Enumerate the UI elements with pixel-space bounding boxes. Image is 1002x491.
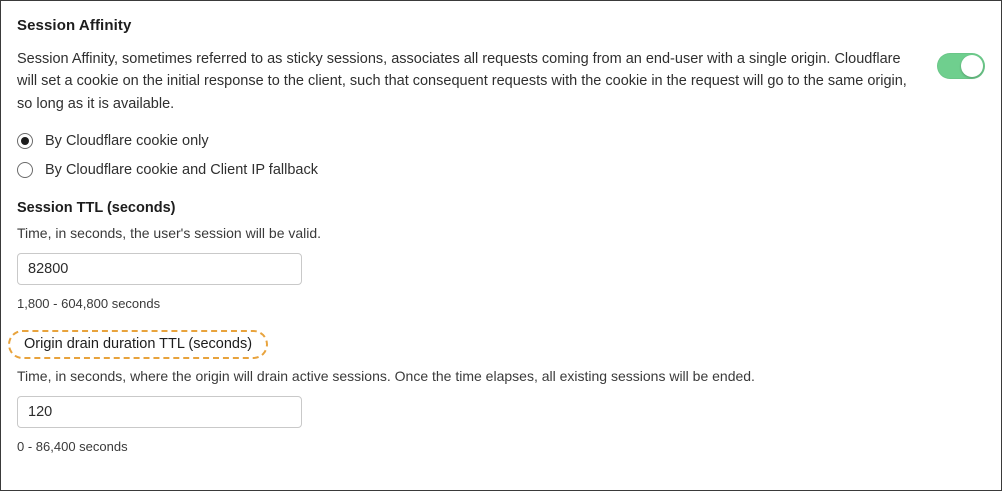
toggle-knob xyxy=(961,55,983,77)
session-affinity-toggle[interactable] xyxy=(937,53,985,79)
origin-drain-label: Origin drain duration TTL (seconds) xyxy=(8,330,268,359)
origin-drain-help: Time, in seconds, where the origin will drain active sessions. Once the time elapses, all existing sessions will be ended. xyxy=(17,368,755,385)
session-ttl-input[interactable] xyxy=(17,253,302,285)
radio-label: By Cloudflare cookie only xyxy=(45,133,209,150)
session-ttl-range: 1,800 - 604,800 seconds xyxy=(17,296,161,312)
session-ttl-help: Time, in seconds, the user's session will be valid. xyxy=(17,225,322,242)
radio-icon[interactable] xyxy=(17,162,33,178)
origin-drain-range: 0 - 86,400 seconds xyxy=(17,439,128,455)
radio-label: By Cloudflare cookie and Client IP fallback xyxy=(45,162,318,179)
page-title: Session Affinity xyxy=(17,17,132,34)
radio-option-cookie-and-ip[interactable] xyxy=(17,162,985,178)
radio-option-cookie-only[interactable] xyxy=(17,133,985,149)
section-description: Session Affinity, sometimes referred to as sticky sessions, associates all requests coming from an end-user with a single origin. Cloudflare will set a cookie on the initial response to the client, such that consequent requests with the cookie in the request will go to the same origin, so long as it is available. xyxy=(17,51,907,112)
origin-drain-input[interactable] xyxy=(17,396,302,428)
radio-icon[interactable] xyxy=(17,133,33,149)
session-ttl-label: Session TTL (seconds) xyxy=(17,200,176,217)
